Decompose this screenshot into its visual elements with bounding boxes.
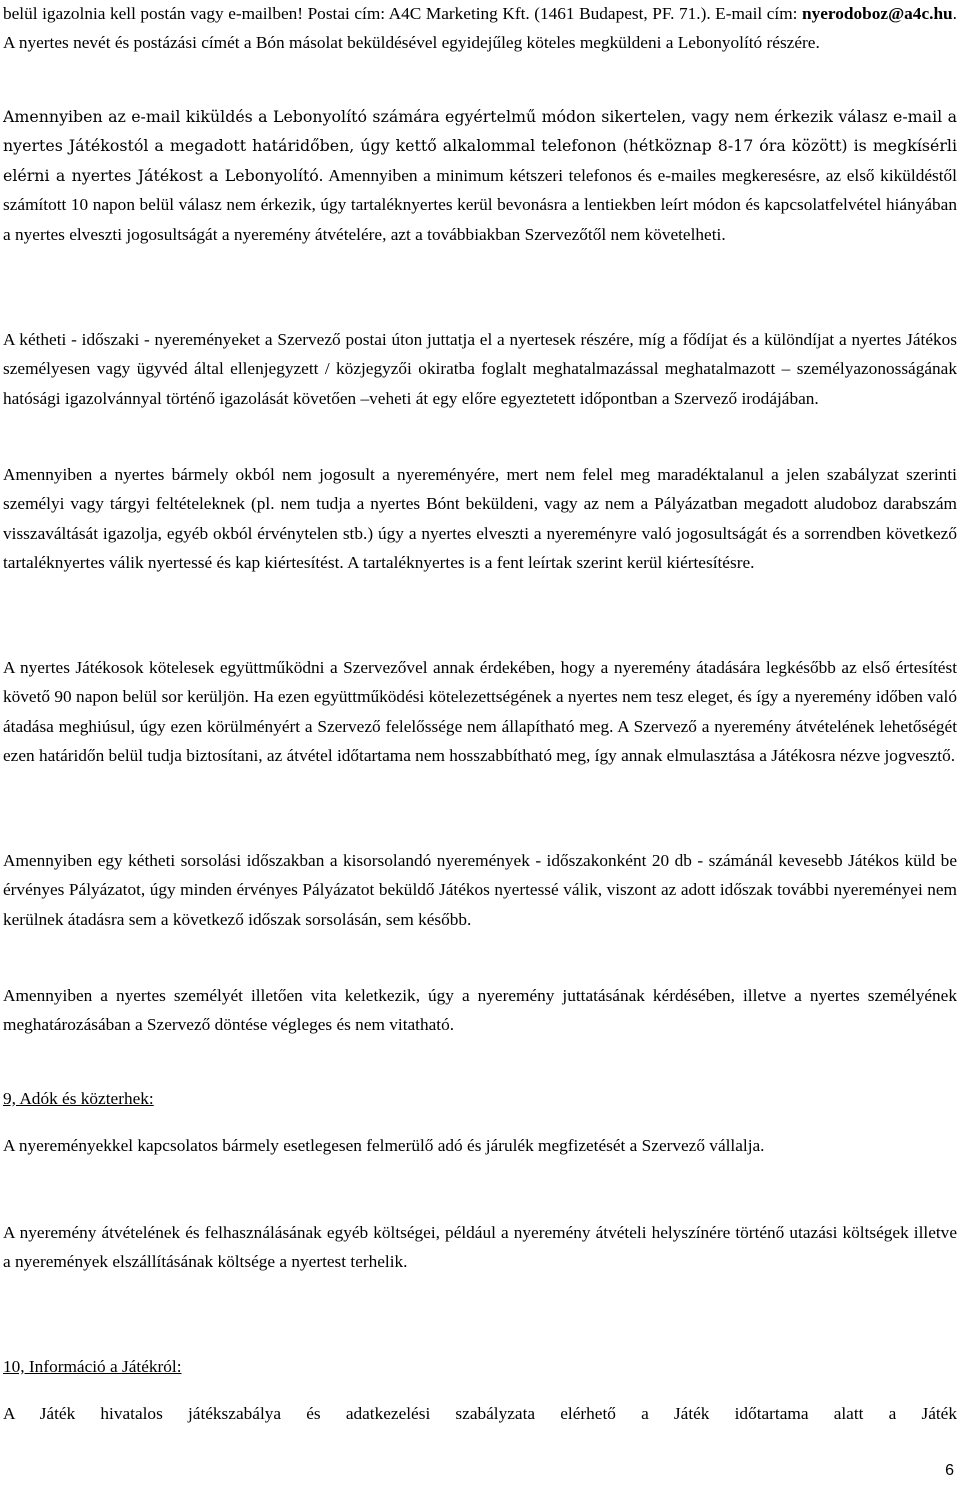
paragraph-fewer-entries: Amennyiben egy kétheti sorsolási időszakban a kisorsolandó nyeremények - időszakonként 20 db - számánál kevesebb Játékos küld be érvényes Pályázatot, úgy minden érvényes Pályázatot beküldő Játékos nyertessé válik, viszont az adott időszak további nyereményei nem kerülnek átadásra sem a következő időszak sorsolásán, sem később. (3, 851, 957, 929)
paragraph-taxes: A nyereményekkel kapcsolatos bármely esetlegesen felmerülő adó és járulék megfizetését a Szervező vállalja. (3, 1136, 765, 1155)
paragraph-email-failure-end: Amennyiben a minimum kétszeri telefonos és e-mailes megkeresésre, az első kiküldéstől számított 10 napon belül válasz nem érkezik, úgy tartaléknyertes kerül bevonásra a lentiekben leírt módon és kapcsolatfelvétel hiányában a nyertes elveszti jogosultságát a nyeremény átvételére, azt a továbbiakban Szervezőtől nem követelheti. (3, 165, 957, 244)
heading-game-info: 10, Információ a Játékról: (3, 1357, 182, 1376)
paragraph-game-info: A Játék hivatalos játékszabálya és adatkezelési szabályzata elérhető a Játék időtartama alatt a Játék (3, 1404, 957, 1423)
paragraph-contact (3, 0, 957, 58)
paragraph-dispute: Amennyiben a nyertes személyét illetően vita keletkezik, úgy a nyeremény juttatásának kérdésében, illetve a nyertes személyének meghatározásában a Szervező döntése végleges és nem vitatható. (3, 986, 957, 1035)
paragraph-contact-start: belül igazolnia kell postán vagy e-mailben! Postai cím: A4C Marketing Kft. (1461 Budapest, PF. 71.). E-mail cím: (3, 4, 802, 23)
paragraph-email-failure (3, 102, 957, 249)
heading-taxes: 9, Adók és közterhek: (3, 1089, 154, 1108)
contact-email: nyerodoboz@a4c.hu (802, 4, 953, 23)
paragraph-cooperation: A nyertes Játékosok kötelesek együttműködni a Szervezővel annak érdekében, hogy a nyeremény átadására legkésőbb az első értesítést követő 90 napon belül sor kerüljön. Ha ezen együttműködési kötelezettségének a nyertes nem tesz eleget, és így a nyeremény időben való átadása meghiúsul, úgy ezen körülményért a Szervező felelőssége nem állapítható meg. A Szervező a nyeremény átvételének lehetőségét ezen határidőn belül tudja biztosítani, az átvétel időtartama nem hosszabbítható meg, így annak elmulasztása a Játékosra nézve jogvesztő. (3, 658, 957, 766)
paragraph-contact-end: . A nyertes nevét és postázási címét a Bón másolat beküldésével egyidejűleg köteles megküldeni a Lebonyolító részére. (3, 4, 957, 53)
paragraph-email-failure-start: Amennyiben az e-mail kiküldés a Lebonyolító számára egyértelmű módon sikertelen, vagy nem érkezik válasz e-mail a nyertes Játékostól a megadott határidőben, úgy kettő alkalommal telefonon (hétköznap 8-17 óra között) is megkísérli elérni a nyertes Játékost a Lebonyolító. (3, 107, 957, 185)
paragraph-costs: A nyeremény átvételének és felhasználásának egyéb költségei, például a nyeremény átvételi helyszínére történő utazási költségek illetve a nyeremények elszállításának költsége a nyertest terhelik. (3, 1223, 957, 1272)
page-number: 6 (945, 1462, 954, 1479)
paragraph-prize-delivery: A kétheti - időszaki - nyereményeket a Szervező postai úton juttatja el a nyertesek részére, míg a fődíjat és a különdíjat a nyertes Játékos személyesen vagy ügyvéd által ellenjegyzett / közjegyzői okiratba foglalt meghatalmazással meghatalmazott – személyazonosságának hatósági igazolvánnyal történő igazolását követően –veheti át egy előre egyeztetett időpontban a Szervező irodájában. (3, 330, 957, 408)
paragraph-ineligible-winner: Amennyiben a nyertes bármely okból nem jogosult a nyereményére, mert nem felel meg maradéktalanul a jelen szabályzat szerinti személyi vagy tárgyi feltételeknek (pl. nem tudja a nyertes Bónt beküldeni, vagy az nem a Pályázatban megadott aludoboz darabszám visszaváltását igazolja, egyéb okból érvénytelen stb.) úgy a nyertes elveszti a nyereményre való jogosultságát és a sorrendben következő tartaléknyertes válik nyertessé és kap kiértesítést. A tartaléknyertes is a fent leírtak szerint kerül kiértesítésre. (3, 465, 957, 573)
